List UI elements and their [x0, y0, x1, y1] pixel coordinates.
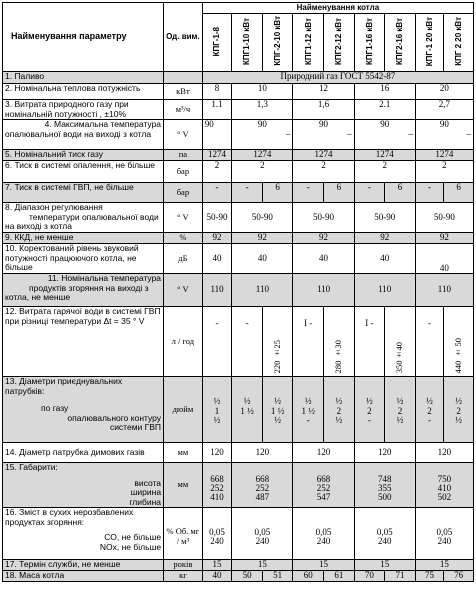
value-cell: I - [354, 307, 385, 377]
value-cell: 15 [293, 560, 354, 571]
value-cell: 50-90 [202, 203, 232, 233]
value-cell: 71 [385, 571, 416, 582]
param-name: 8. Діапазон регулювання температури опалювальної води на виході з котла [3, 203, 164, 233]
table-row [3, 120, 474, 150]
value-cell: 92 [415, 233, 473, 244]
value-cell: ½ 2 - [415, 377, 444, 443]
value-cell: 748 355 500 [354, 463, 415, 508]
value-cell: ½ 2 ½ [385, 377, 416, 443]
value-cell: 92 [232, 233, 293, 244]
value-cell: 76 [444, 571, 474, 582]
value-cell: - [232, 307, 263, 377]
value-cell: - [415, 183, 444, 203]
param-name: 16. Зміст в сухих нерозбавлених продуктах згоряння: СО, не більше NOx, не більше [3, 508, 164, 560]
value-cell: 1274 [232, 150, 293, 161]
table-row [3, 274, 474, 307]
table-row [3, 203, 474, 233]
unit-cell: мм [164, 443, 203, 463]
unit-cell: ° V [164, 203, 203, 233]
param-name: 14. Діаметр патрубка димових газів [3, 443, 164, 463]
value-cell: 92 [354, 233, 415, 244]
value-cell: 90 ‒ [354, 120, 415, 150]
unit-cell: кВт [164, 84, 203, 100]
value-cell: 110 [354, 274, 415, 307]
table-row [3, 571, 474, 582]
value-cell: 120 [354, 443, 415, 463]
value-cell: - [232, 183, 263, 203]
param-name: 12. Витрата гарячої води в системі ГВП при різниці температури Δt = 35 ° V [3, 307, 164, 377]
value-cell: 120 [232, 443, 293, 463]
value-cell: 350±40 [385, 307, 416, 377]
model-header: КПГ-1-8 [202, 14, 232, 72]
param-name: 9. ККД, не менше [3, 233, 164, 244]
param-name: 11. Номінальна температура продуктів згоряння на виході з котла, не менше [3, 274, 164, 307]
value-cell: 110 [415, 274, 473, 307]
unit-cell: па [164, 150, 203, 161]
header-group-row [3, 3, 474, 14]
value-cell: 668 252 410 [202, 463, 232, 508]
value-cell: 90 ‒ [232, 120, 293, 150]
param-name: 13. Діаметри приєднувальних патрубків: по газу опалювального контуру системи ГВП [3, 377, 164, 443]
unit-cell: дБ [164, 244, 203, 274]
table-row [3, 463, 474, 508]
value-cell: 110 [202, 274, 232, 307]
param-name: 18. Маса котла [3, 571, 164, 582]
unit-cell: дюйм [164, 377, 203, 443]
unit-cell: бар [164, 183, 203, 203]
value-cell: 0,05 240 [202, 508, 232, 560]
value-cell: 50-90 [293, 203, 354, 233]
value-cell: 2 [415, 161, 473, 183]
table-row [3, 307, 474, 377]
model-header: КПГ-1 20 кВт [415, 14, 444, 72]
unit-cell: м³/ч [164, 100, 203, 120]
value-cell: 90 ‒ [415, 120, 473, 150]
value-cell: 0,05 240 [293, 508, 354, 560]
param-name: 15. Габарити: висота ширина глибина [3, 463, 164, 508]
value-cell: 6 [444, 183, 474, 203]
value-cell: ½ 2 - [354, 377, 385, 443]
value-cell: 90 [202, 120, 232, 150]
value-cell: 110 [293, 274, 354, 307]
fuel-value: Природний газ ГОСТ 5542-87 [202, 72, 473, 84]
value-cell: 668 252 547 [293, 463, 354, 508]
value-cell: 0,05 240 [354, 508, 415, 560]
value-cell: 280 ±30 [324, 307, 355, 377]
value-cell: 75 [415, 571, 444, 582]
value-cell: 6 [324, 183, 355, 203]
table-row [3, 150, 474, 161]
param-name: 4. Максимальна температура опалювальної води на виході з котла [3, 120, 164, 150]
value-cell: ½ 2 ½ [324, 377, 355, 443]
value-cell: - [202, 183, 232, 203]
param-name: 6. Тиск в системі опалення, не більше [3, 161, 164, 183]
value-cell: 120 [293, 443, 354, 463]
model-header: КПГ1-12 кВт [293, 14, 324, 72]
value-cell: ½ 1 ½ - [293, 377, 324, 443]
table-row [3, 244, 474, 274]
value-cell: 50-90 [354, 203, 415, 233]
value-cell: 8 [202, 84, 232, 100]
value-cell: - [354, 183, 385, 203]
value-cell: 110 [232, 274, 293, 307]
param-name: 10. Коректований рівень звуковий потужності працюючого котла, не більше [3, 244, 164, 274]
value-cell: 40 [202, 244, 232, 274]
unit-cell: ° V [164, 274, 203, 307]
param-name: 17. Термін служби, не менше [3, 560, 164, 571]
spec-table [2, 2, 474, 582]
value-cell: 1,3 [232, 100, 293, 120]
value-cell: ½ 1 ½ [202, 377, 232, 443]
value-cell: 0,05 240 [232, 508, 293, 560]
value-cell: 12 [293, 84, 354, 100]
value-cell: 120 [202, 443, 232, 463]
value-cell: - [415, 307, 444, 377]
value-cell: 15 [202, 560, 232, 571]
value-cell: 10 [232, 84, 293, 100]
value-cell: 70 [354, 571, 385, 582]
value-cell: 0,05 240 [415, 508, 473, 560]
value-cell: 92 [293, 233, 354, 244]
value-cell: 40 [232, 244, 293, 274]
unit-cell: л / год [164, 307, 203, 377]
value-cell: 61 [324, 571, 355, 582]
value-cell: 2 [354, 161, 415, 183]
table-row [3, 508, 474, 560]
value-cell: 2 [232, 161, 293, 183]
value-cell: 15 [354, 560, 415, 571]
unit-cell: % Об. мг / м³ [164, 508, 203, 560]
value-cell: 668 252 487 [232, 463, 293, 508]
param-name: 1. Паливо [3, 72, 164, 84]
model-header: КПГ 2 20 кВт [444, 14, 474, 72]
value-cell: 1.1 [202, 100, 232, 120]
value-cell: 120 [415, 443, 473, 463]
table-row [3, 233, 474, 244]
value-cell: 750 410 502 [415, 463, 473, 508]
unit-cell: років [164, 560, 203, 571]
value-cell: 2.1 [354, 100, 415, 120]
table-row [3, 161, 474, 183]
value-cell: 2 [293, 161, 354, 183]
table-row [3, 560, 474, 571]
value-cell: I - [293, 307, 324, 377]
unit-cell: ° V [164, 120, 203, 150]
unit-cell: кг [164, 571, 203, 582]
value-cell: 40 [202, 571, 232, 582]
unit-cell: мм [164, 463, 203, 508]
value-cell: 15 [415, 560, 473, 571]
param-name: 2. Номінальна теплова потужність [3, 84, 164, 100]
value-cell: 6 [262, 183, 293, 203]
table-row [3, 100, 474, 120]
model-header: КПГ2-12 кВт [324, 14, 355, 72]
value-cell: 440 ± 50 [444, 307, 474, 377]
value-cell: 2,7 [415, 100, 473, 120]
value-cell: 6 [385, 183, 416, 203]
param-name: 5. Номінальний тиск газу [3, 150, 164, 161]
value-cell: 1274 [415, 150, 473, 161]
value-cell: 20 [415, 84, 473, 100]
value-cell: 40 [293, 244, 354, 274]
model-header: КПГ2-16 кВт [385, 14, 416, 72]
value-cell: 50-90 [232, 203, 293, 233]
value-cell: - [293, 183, 324, 203]
table-row [3, 84, 474, 100]
value-cell: 50-90 [415, 203, 473, 233]
value-cell: 220 ±25 [262, 307, 293, 377]
value-cell: 1274 [293, 150, 354, 161]
value-cell: 1274 [354, 150, 415, 161]
value-cell: ½ 1 ½ ½ [262, 377, 293, 443]
model-header: КПГ1-16 кВт [354, 14, 385, 72]
value-cell: 1274 [202, 150, 232, 161]
value-cell: 40 [415, 244, 473, 274]
table-row [3, 443, 474, 463]
value-cell: 16 [354, 84, 415, 100]
value-cell: ½ 1 ½ [232, 377, 263, 443]
param-name: 7. Тиск в системі ГВП, не більше [3, 183, 164, 203]
value-cell: 15 [232, 560, 293, 571]
value-cell: 60 [293, 571, 324, 582]
value-cell: 40 [354, 244, 415, 274]
model-header: КПГ-2-10 кВт [262, 14, 293, 72]
value-cell: 51 [262, 571, 293, 582]
table-row [3, 72, 474, 84]
unit-cell: % [164, 233, 203, 244]
value-cell: ½ 2 ½ [444, 377, 474, 443]
value-cell: 92 [202, 233, 232, 244]
model-header: КПГ1-10 кВт [232, 14, 263, 72]
value-cell: - [202, 307, 232, 377]
param-name: 3. Витрата природного газу при номінальній потужності , ±10% [3, 100, 164, 120]
value-cell: 90 ‒ [293, 120, 354, 150]
boiler-group-header: Найменування котла [202, 3, 473, 14]
unit-header: Од. вим. [164, 3, 203, 72]
table-row [3, 377, 474, 443]
value-cell: 50 [232, 571, 263, 582]
value-cell: 1,6 [293, 100, 354, 120]
unit-cell: бар [164, 161, 203, 183]
param-header: Найменування параметру [3, 3, 164, 72]
table-row [3, 183, 474, 203]
value-cell: 2 [202, 161, 232, 183]
